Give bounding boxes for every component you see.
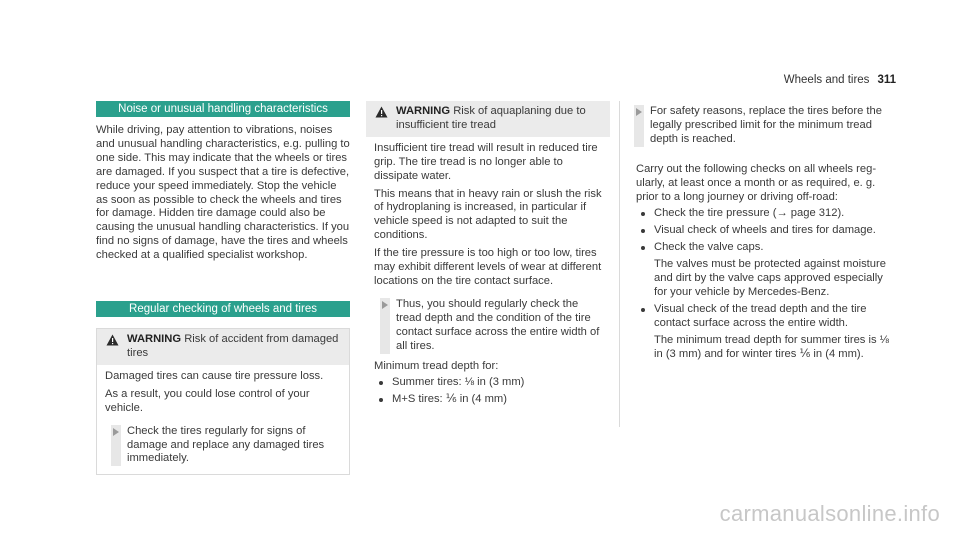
list-item [374, 393, 602, 407]
watermark: carmanualsonline.info [719, 501, 940, 526]
warning-header [97, 329, 349, 365]
step-arrow-icon [636, 108, 642, 116]
warning-label: WARNING [396, 105, 451, 117]
column-3 [628, 101, 896, 362]
check-tire-pressure: Check the tire pressure (→ page 312). [654, 207, 845, 220]
check-visual-damage: Visual check of wheels and tires for damage. [654, 224, 876, 237]
list-item [636, 303, 896, 362]
instruction-step [628, 105, 896, 147]
warning-body-2: As a result, you could lose control of your vehicle. [105, 387, 310, 414]
bullet-dot [641, 308, 645, 312]
bullet-dot [641, 246, 645, 250]
regular-check-section-title: Regular checking of wheels and tires [96, 301, 350, 317]
noise-paragraph: While driving, pay attention to vibrations, noises and unusual handling characteristics, e.g. pulling to one side. This may indicate that the wheels or tires are damaged. If you suspect that a tire is defective, reduce your speed immediately. Stop the vehicle as soon as possible to check the wheels and tires for damage. Hidden tire damage could also be causing the unusual handling characteristics. If you find no signs of damage, have the tires and wheels checked at a qualified specialist workshop. [96, 124, 350, 262]
noise-section-title: Noise or unusual handling characteristics [96, 101, 350, 117]
check-valve-caps: Check the valve caps. [654, 241, 764, 254]
bullet-dot [379, 381, 383, 385]
column-1 [96, 101, 350, 475]
min-tread-heading: Minimum tread depth for: [374, 359, 499, 372]
aquaplaning-body-3: If the tire pressure is too high or too low, tires may exhibit different levels of wear at different locations on the tire contact surface. [374, 247, 602, 287]
bullet-summer: Summer tires: ⅛ in (3 mm) [392, 376, 525, 389]
page-header [784, 74, 896, 86]
instruction-step [374, 298, 602, 354]
aquaplaning-body-1: Insufficient tire tread will result in reduced tire grip. The tire tread is no longer able to dissipate water. [374, 141, 598, 182]
warning-box-aquaplaning [366, 101, 610, 415]
warning-body [366, 137, 610, 415]
header-section-title: Wheels and tires [783, 74, 870, 86]
warning-body [97, 365, 349, 474]
warning-title: Risk of aquaplaning due to insufficient tire tread [396, 105, 586, 131]
warning-triangle-icon [375, 106, 388, 118]
checks-intro: Carry out the following checks on all wheels regularly, at least once a month or as required, e. g. prior to a long journey or driving off-road: [636, 162, 877, 203]
step-text: Check the tires regularly for signs of damage and replace any damaged tires immediately. [127, 424, 325, 465]
list-item [636, 224, 896, 238]
warning-title: Risk of accident from damaged tires [127, 333, 339, 359]
instruction-step [105, 425, 341, 467]
tread-depth-detail: The minimum tread depth for summer tires is ⅛ in (3 mm) and for winter tires ⅙ in (4 mm). [654, 333, 890, 360]
list-item [636, 207, 896, 221]
step-text: Thus, you should regularly check the tread depth and the condition of the tire contact surface across the entire width of all tires. [396, 297, 600, 352]
aquaplaning-body-2: This means that in heavy rain or slush the risk of hydroplaning is increased, in particular if vehicle speed is not adapted to suit the conditions. [374, 187, 602, 242]
warning-body-1: Damaged tires can cause tire pressure loss. [105, 369, 324, 382]
warning-label: WARNING [127, 333, 182, 346]
column-2 [366, 101, 610, 415]
bullet-dot [379, 398, 383, 402]
bullet-ms: M+S tires: ⅙ in (4 mm) [392, 393, 507, 406]
bullet-dot [641, 229, 645, 233]
step-arrow-icon [113, 428, 119, 436]
column-divider [619, 101, 620, 427]
check-tread-depth: Visual check of the tread depth and the tire contact surface across the entire width. [654, 302, 867, 329]
warning-header [366, 101, 610, 137]
list-item [636, 241, 896, 300]
bullet-dot [641, 212, 645, 216]
list-item [374, 376, 602, 390]
step-text: For safety reasons, replace the tires before the legally prescribed limit for the minimum tread depth is reached. [650, 105, 882, 145]
warning-box-damaged-tires [96, 328, 350, 475]
valve-caps-detail: The valves must be protected against moisture and dirt by the valve caps approved especially for your vehicle by Mercedes-Benz. [654, 258, 886, 298]
step-arrow-icon [382, 301, 388, 309]
warning-triangle-icon [106, 334, 119, 346]
page-number: 311 [877, 74, 896, 86]
